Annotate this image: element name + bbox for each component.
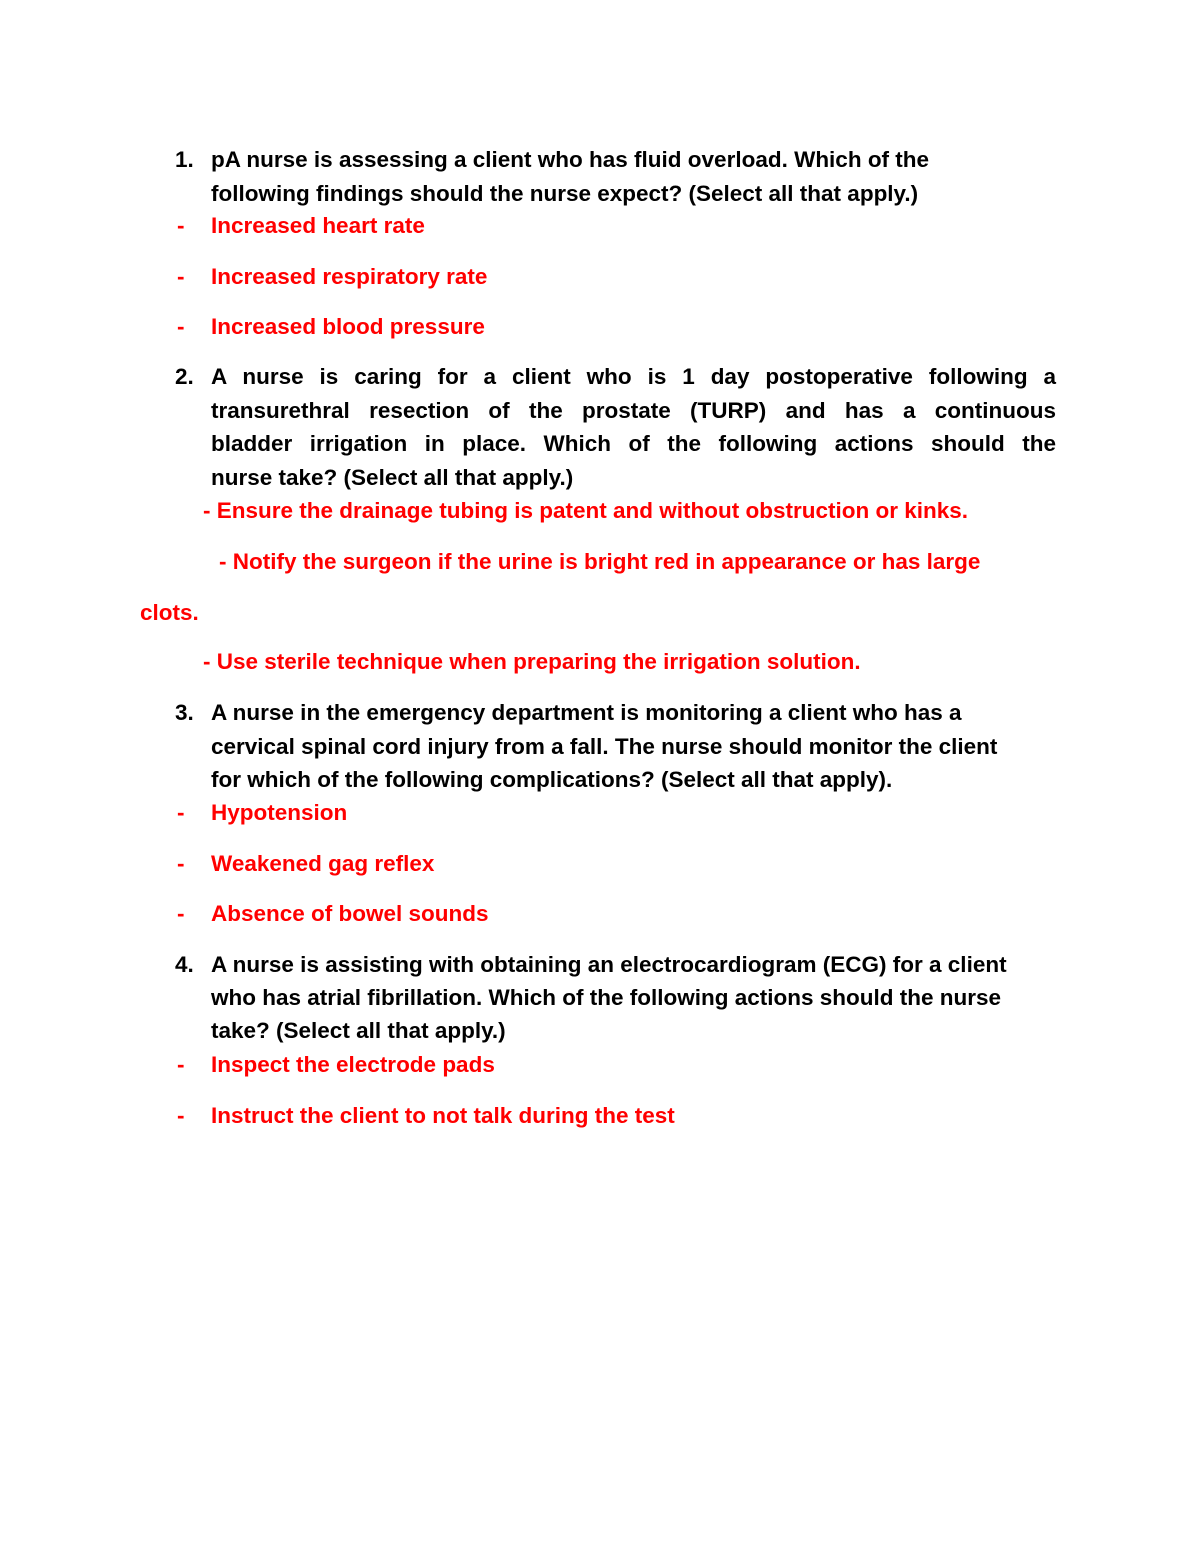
question-2-answer-2: - Notify the surgeon if the urine is bright red in appearance or has large	[219, 549, 981, 574]
question-4-answer-1: Inspect the electrode pads	[211, 1052, 495, 1077]
question-1-answer-2: Increased respiratory rate	[211, 264, 488, 289]
question-2-line-1: A nurse is caring for a client who is 1 day postoperative following a	[211, 364, 1056, 389]
question-4-line-2: who has atrial fibrillation. Which of the following actions should the nurse	[211, 985, 1002, 1010]
question-4-line-1: A nurse is assisting with obtaining an electrocardiogram (ECG) for a client	[211, 952, 1007, 977]
question-2-line-4: nurse take? (Select all that apply.)	[211, 465, 574, 490]
question-2-line-2: transurethral resection of the prostate (TURP) and has a continuous	[211, 398, 1056, 423]
question-3-answer-3: Absence of bowel sounds	[211, 901, 489, 926]
question-4-line-3: take? (Select all that apply.)	[211, 1018, 506, 1043]
answer-bullet: -	[177, 314, 185, 339]
answer-bullet: -	[177, 800, 185, 825]
answer-bullet: -	[177, 851, 185, 876]
question-4-number: 4.	[175, 952, 194, 977]
answer-bullet: -	[177, 901, 185, 926]
answer-bullet: -	[177, 1052, 185, 1077]
question-4-answer-2: Instruct the client to not talk during the test	[211, 1103, 675, 1128]
answer-bullet: -	[177, 264, 185, 289]
answer-bullet: -	[177, 213, 185, 238]
question-3-answer-1: Hypotension	[211, 800, 348, 825]
question-2-number: 2.	[175, 364, 194, 389]
question-1-line-1: pA nurse is assessing a client who has fluid overload. Which of the	[211, 147, 930, 172]
question-3-number: 3.	[175, 700, 194, 725]
question-1-line-2: following findings should the nurse expect? (Select all that apply.)	[211, 181, 919, 206]
question-3-line-2: cervical spinal cord injury from a fall. The nurse should monitor the client	[211, 734, 998, 759]
question-1-answer-3: Increased blood pressure	[211, 314, 485, 339]
question-2-answer-2-continued: clots.	[140, 600, 199, 625]
question-2-line-3: bladder irrigation in place. Which of the following actions should the	[211, 431, 1056, 456]
question-3-line-1: A nurse in the emergency department is monitoring a client who has a	[211, 700, 962, 725]
question-3-answer-2: Weakened gag reflex	[211, 851, 435, 876]
question-1-answer-1: Increased heart rate	[211, 213, 425, 238]
question-3-line-3: for which of the following complications? (Select all that apply).	[211, 767, 893, 792]
answer-bullet: -	[177, 1103, 185, 1128]
question-1-number: 1.	[175, 147, 194, 172]
question-2-answer-3: - Use sterile technique when preparing the irrigation solution.	[203, 649, 861, 674]
question-2-answer-1: - Ensure the drainage tubing is patent and without obstruction or kinks.	[203, 498, 969, 523]
